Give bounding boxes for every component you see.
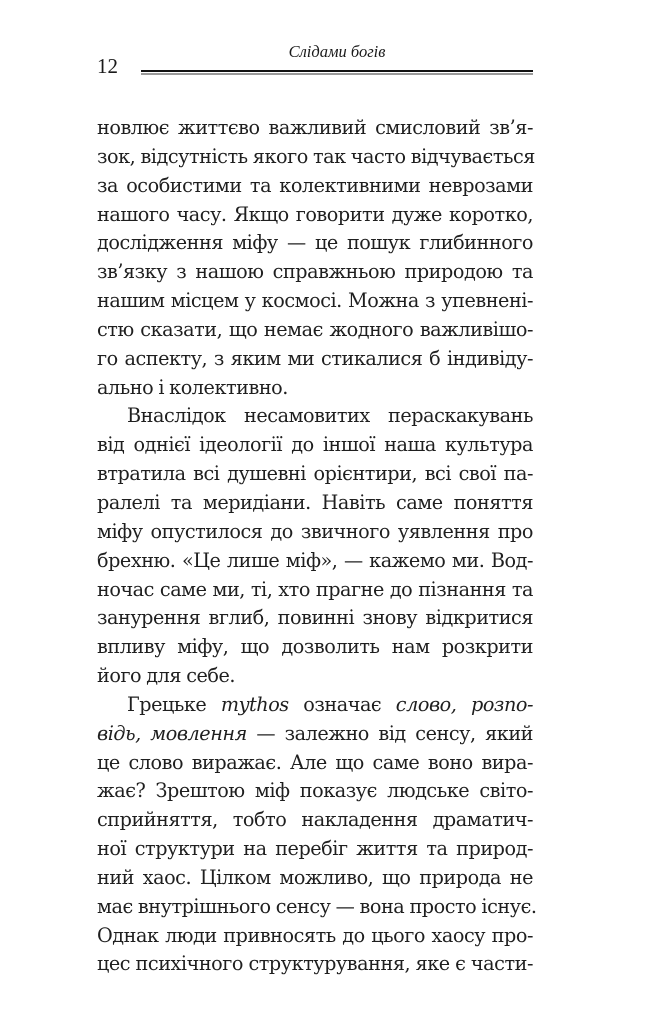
text-segment: впливу міфу, що дозволить нам розкрити bbox=[97, 635, 533, 659]
text-line bbox=[97, 806, 533, 835]
text-line bbox=[97, 229, 533, 258]
text-segment: ний хаос. Цілком можливо, що природа не bbox=[97, 865, 533, 889]
text-line bbox=[97, 604, 533, 633]
text-line bbox=[97, 893, 537, 922]
text-line bbox=[97, 172, 533, 201]
text-segment: ної структури на перебіг життя та природ- bbox=[97, 837, 533, 861]
text-segment: за особистими та колективними неврозами bbox=[97, 173, 533, 197]
text-segment: Однак люди привносять до цього хаосу про- bbox=[97, 923, 533, 947]
text-segment: нашим місцем у космосі. Можна з упевнені- bbox=[97, 289, 533, 313]
text-segment: дослідження міфу — це пошук глибинного bbox=[97, 231, 533, 255]
text-segment: — залежно від сенсу, який bbox=[246, 721, 534, 745]
text-line bbox=[97, 114, 533, 143]
text-segment: нашого часу. Якщо говорити дуже коротко, bbox=[97, 202, 533, 226]
text-line bbox=[97, 864, 533, 893]
italic-text: слово, розпо- bbox=[395, 692, 533, 716]
text-line bbox=[97, 402, 533, 431]
text-line bbox=[97, 489, 533, 518]
text-line bbox=[97, 576, 533, 605]
text-segment: зок, відсутність якого так часто відчувається bbox=[97, 144, 535, 168]
text-line bbox=[97, 201, 533, 230]
text-line bbox=[97, 922, 533, 951]
text-segment: ально і колективно. bbox=[97, 375, 288, 399]
text-segment: означає bbox=[288, 692, 396, 716]
text-segment: го аспекту, з яким ми стикалися б індивіду- bbox=[97, 346, 533, 370]
text-line bbox=[97, 777, 533, 806]
running-head-title: Слідами богів bbox=[288, 42, 386, 61]
text-segment: стю сказати, що немає жодного важливішо- bbox=[97, 317, 533, 341]
text-line bbox=[97, 662, 533, 691]
text-segment: це слово виражає. Але що саме воно вира- bbox=[97, 750, 533, 774]
text-segment: сприйняття, тобто накладення драматич- bbox=[97, 808, 533, 832]
text-segment: зв’язку з нашою справжньою природою та bbox=[97, 260, 533, 284]
text-line bbox=[97, 431, 533, 460]
text-line bbox=[97, 518, 533, 547]
header-rule-shadow bbox=[141, 73, 533, 75]
text-segment: його для себе. bbox=[97, 664, 236, 688]
text-segment: міфу опустилося до звичного уявлення про bbox=[97, 519, 533, 543]
text-line bbox=[97, 287, 533, 316]
text-line bbox=[97, 316, 533, 345]
text-segment: ночас саме ми, ті, хто прагне до пізнання та bbox=[97, 577, 533, 601]
text-segment: занурення вглиб, повинні знову відкритися bbox=[97, 606, 533, 630]
text-line bbox=[97, 633, 533, 662]
text-line bbox=[97, 547, 533, 576]
header-rule bbox=[141, 70, 533, 72]
text-line bbox=[97, 691, 533, 720]
text-line bbox=[97, 258, 533, 287]
text-segment: брехню. «Це лише міф», — кажемо ми. Вод- bbox=[97, 548, 533, 572]
text-line bbox=[97, 143, 533, 172]
text-segment: втратила всі душевні орієнтири, всі свої па- bbox=[97, 462, 533, 486]
italic-text: відь, мовлення bbox=[97, 721, 247, 745]
italic-text: mythos bbox=[220, 692, 289, 716]
page-number: 12 bbox=[97, 54, 118, 78]
body-text bbox=[97, 114, 537, 979]
text-segment: ралелі та меридіани. Навіть саме поняття bbox=[97, 490, 533, 514]
paragraph bbox=[97, 691, 537, 979]
text-segment: від однієї ідеології до іншої наша культура bbox=[97, 433, 533, 457]
paragraph bbox=[97, 114, 533, 402]
text-segment: Грецьке bbox=[127, 692, 221, 716]
running-head bbox=[97, 40, 533, 80]
text-line bbox=[97, 374, 533, 403]
text-segment: жає? Зрештою міф показує людське світо- bbox=[97, 779, 533, 803]
paragraph bbox=[97, 402, 533, 690]
text-line bbox=[97, 345, 533, 374]
text-line bbox=[97, 950, 533, 979]
text-line bbox=[97, 835, 533, 864]
text-line bbox=[97, 749, 533, 778]
text-segment: має внутрішнього сенсу — вона просто існує. bbox=[97, 894, 537, 918]
text-segment: новлює життєво важливий смисловий зв’я- bbox=[97, 116, 533, 139]
text-segment: Внаслідок несамовитих пераскакувань bbox=[127, 404, 533, 428]
text-line bbox=[97, 460, 533, 489]
text-segment: цес психічного структурування, яке є части- bbox=[97, 952, 533, 976]
text-line bbox=[97, 720, 533, 749]
